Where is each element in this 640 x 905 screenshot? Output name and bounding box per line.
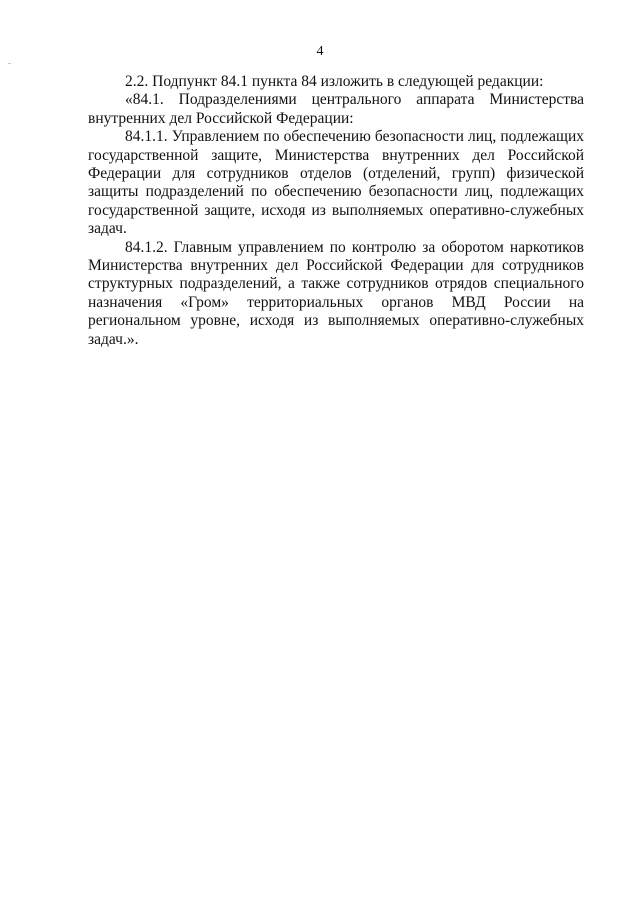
document-body <box>88 73 584 349</box>
paragraph-84-1-1: 84.1.1. Управлением по обеспечению безопасности лиц, подлежащих государственной защите, Министерства внутренних дел Российской Федерации для сотрудников отделов (отделений, групп) физической защиты подразделений по обеспечению безопасности лиц, подлежащих государственной защите, исходя из выполняемых оперативно-служебных задач. <box>88 128 584 238</box>
paragraph-84-1: «84.1. Подразделениями центрального аппарата Министерства внутренних дел Российской Федерации: <box>88 91 584 127</box>
page-number: 4 <box>316 44 324 59</box>
paragraph-84-1-2: 84.1.2. Главным управлением по контролю за оборотом наркотиков Министерства внутренних дел Российской Федерации для сотрудников структурных подразделений, а также сотрудников отрядов специального назначения «Гром» территориальных органов МВД России на региональном уровне, исходя из выполняемых оперативно-служебных задач.». <box>88 238 584 348</box>
scan-margin-mark <box>8 63 11 64</box>
paragraph-2-2: 2.2. Подпункт 84.1 пункта 84 изложить в следующей редакции: <box>125 73 544 90</box>
